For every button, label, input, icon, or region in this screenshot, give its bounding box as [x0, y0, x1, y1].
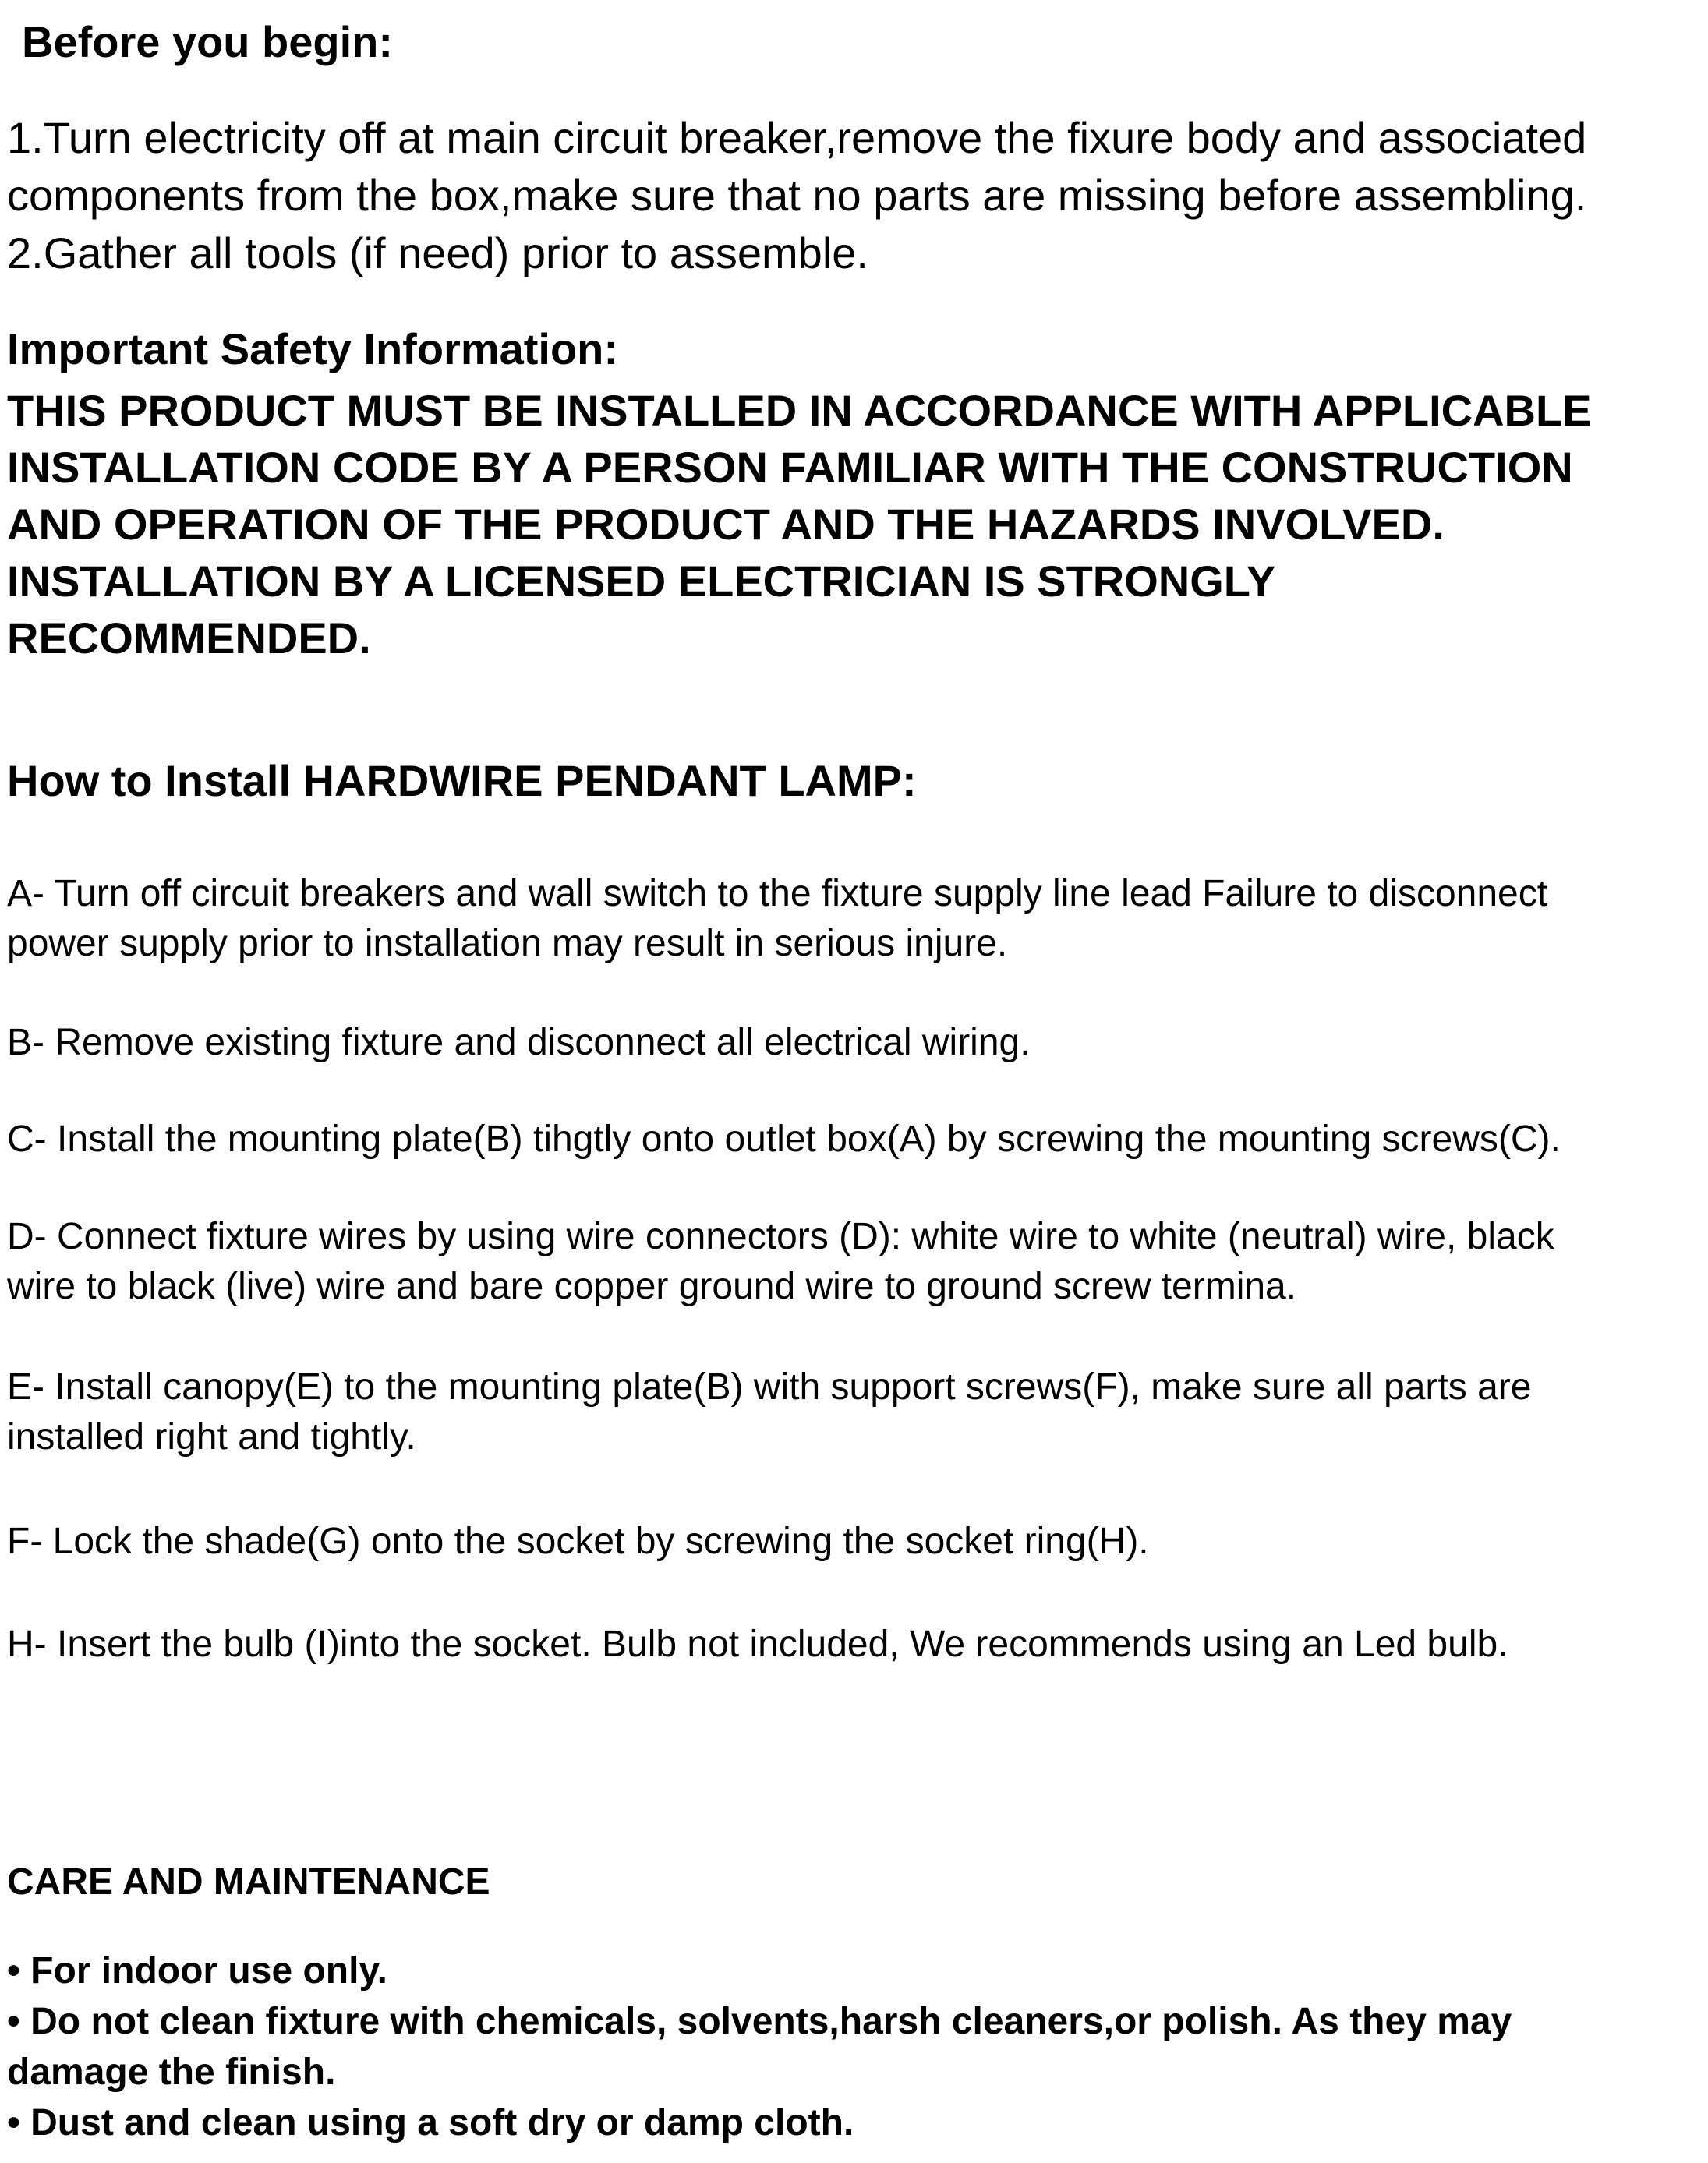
care-heading: CARE AND MAINTENANCE — [7, 1861, 490, 1903]
step-line: B- Remove existing fixture and disconnect all electrical wiring. — [7, 1022, 1031, 1063]
install-step-f — [7, 1517, 1149, 1567]
install-step-d — [7, 1212, 1554, 1312]
install-step-a — [7, 869, 1547, 969]
install-step-h — [7, 1620, 1508, 1670]
install-step-c — [7, 1115, 1561, 1165]
step-line: A- Turn off circuit breakers and wall switch to the fixture supply line lead Failure to disconnect — [7, 873, 1548, 914]
step-line: H- Insert the bulb (I)into the socket. Bulb not included, We recommends using an Led bulb. — [7, 1624, 1508, 1665]
care-item: damage the finish. — [7, 2052, 336, 2093]
install-step-e — [7, 1362, 1531, 1462]
step-line: installed right and tightly. — [7, 1416, 416, 1458]
care-list — [7, 1946, 1512, 2148]
step-line: F- Lock the shade(G) onto the socket by screwing the socket ring(H). — [7, 1521, 1149, 1562]
care-item: • For indoor use only. — [7, 1950, 387, 1992]
safety-line: THIS PRODUCT MUST BE INSTALLED IN ACCORDANCE WITH APPLICABLE — [7, 386, 1592, 435]
before-line: 1.Turn electricity off at main circuit breaker,remove the fixure body and associated — [7, 113, 1587, 162]
safety-line: RECOMMENDED. — [7, 613, 371, 663]
step-line: D- Connect fixture wires by using wire connectors (D): white wire to white (neutral) wire, black — [7, 1216, 1554, 1257]
install-heading: How to Install HARDWIRE PENDANT LAMP: — [7, 756, 917, 805]
care-item: • Dust and clean using a soft dry or damp cloth. — [7, 2102, 854, 2144]
safety-warning — [7, 382, 1592, 666]
install-step-b — [7, 1018, 1031, 1068]
safety-line: AND OPERATION OF THE PRODUCT AND THE HAZARDS INVOLVED. — [7, 500, 1445, 549]
step-line: wire to black (live) wire and bare copper ground wire to ground screw termina. — [7, 1266, 1297, 1307]
step-line: E- Install canopy(E) to the mounting plate(B) with support screws(F), make sure all parts are — [7, 1366, 1532, 1408]
step-line: power supply prior to installation may result in serious injure. — [7, 923, 1008, 964]
before-line: 2.Gather all tools (if need) prior to assemble. — [7, 228, 868, 277]
safety-line: INSTALLATION CODE BY A PERSON FAMILIAR WITH THE CONSTRUCTION — [7, 443, 1573, 492]
before-line: components from the box,make sure that no parts are missing before assembling. — [7, 171, 1587, 220]
step-line: C- Install the mounting plate(B) tihgtly onto outlet box(A) by screwing the mounting screws(C). — [7, 1119, 1561, 1160]
before-you-begin-heading: Before you begin: — [22, 17, 394, 66]
before-you-begin-list — [7, 109, 1586, 282]
safety-line: INSTALLATION BY A LICENSED ELECTRICIAN IS STRONGLY — [7, 557, 1276, 606]
care-item: • Do not clean fixture with chemicals, solvents,harsh cleaners,or polish. As they may — [7, 2001, 1512, 2042]
safety-heading: Important Safety Information: — [7, 324, 619, 373]
